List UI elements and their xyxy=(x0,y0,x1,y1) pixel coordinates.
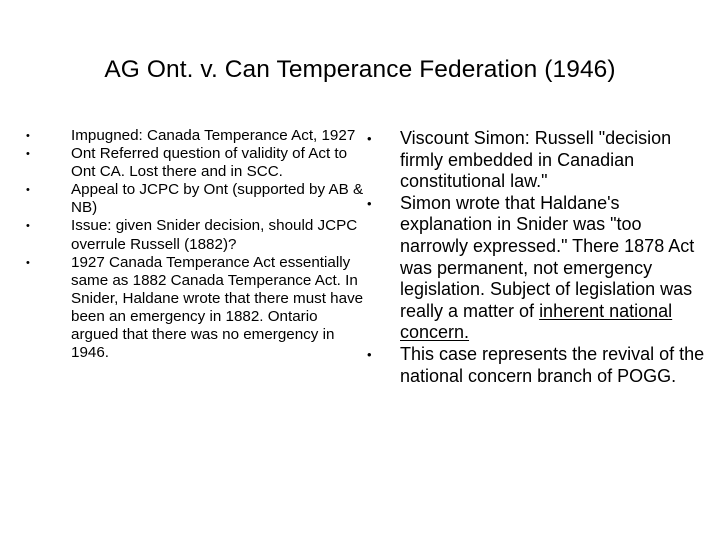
list-item xyxy=(26,145,366,181)
bullet-text: Appeal to JCPC by Ont (supported by AB & NB) xyxy=(71,181,364,217)
bullet-text-part: Simon wrote that Haldane's explanation in Snider was "too narrowly expressed." There 1878 Act was permanent, not emergency legislation. Subject of legislation was really a matter of xyxy=(400,192,695,321)
bullet-icon: • xyxy=(26,220,30,233)
bullet-icon: • xyxy=(367,195,372,211)
bullet-icon: • xyxy=(26,148,30,161)
list-item xyxy=(26,181,366,217)
bullet-icon: • xyxy=(367,346,372,362)
list-item xyxy=(26,127,366,145)
bullet-text: 1927 Canada Temperance Act essentially same as 1882 Canada Temperance Act. In Snider, Haldane wrote that there must have been an emergency in 1882. Ontario argued that there was no emergency in 1946. xyxy=(71,253,364,362)
slide-title: AG Ont. v. Can Temperance Federation (1946) xyxy=(104,56,616,83)
bullet-text: Ont Referred question of validity of Act to Ont CA. Lost there and in SCC. xyxy=(71,145,348,181)
bullet-icon: • xyxy=(367,131,372,146)
bullet-text: This case represents the revival of the national concern branch of POGG. xyxy=(400,343,705,386)
left-bullet-list xyxy=(26,127,366,362)
underlined-phrase: inherent national concern. xyxy=(400,300,673,343)
list-item xyxy=(367,344,712,387)
right-bullet-list xyxy=(367,128,712,387)
bullet-icon: • xyxy=(26,256,30,269)
bullet-text: Impugned: Canada Temperance Act, 1927 xyxy=(71,127,356,144)
list-item xyxy=(26,217,366,253)
bullet-text xyxy=(400,193,694,343)
bullet-text: Issue: given Snider decision, should JCPC overrule Russell (1882)? xyxy=(71,217,358,253)
bullet-icon: • xyxy=(26,130,30,142)
list-item xyxy=(26,254,366,363)
list-item xyxy=(367,193,712,344)
list-item xyxy=(367,128,712,193)
bullet-text: Viscount Simon: Russell "decision firmly embedded in Canadian constitutional law." xyxy=(400,128,672,192)
bullet-icon: • xyxy=(26,184,30,197)
